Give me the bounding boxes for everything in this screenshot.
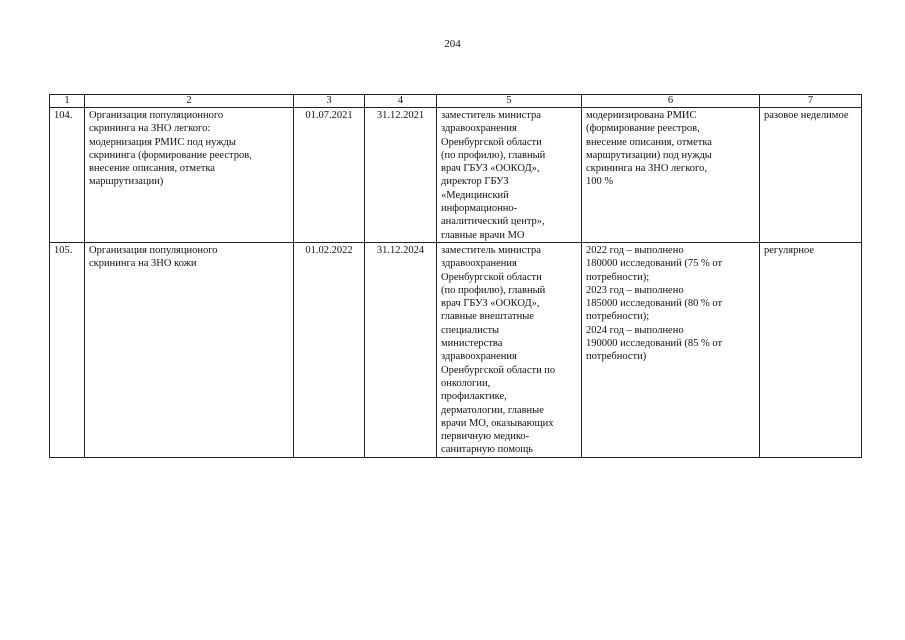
table-header-row [50,95,862,108]
row-number: 105. [50,242,85,457]
cell-text-line: профилактике, [441,391,507,403]
header-cell: 4 [365,95,437,108]
header-cell: 6 [582,95,760,108]
responsible-persons [437,108,582,243]
activity-character: разовое неделимое [760,108,862,243]
cell-text-line: внесение описания, отметка [89,163,215,175]
cell-text-line: аналитический центр», [441,216,545,228]
cell-text-line: информационно- [441,203,518,215]
activity-name [85,108,294,243]
cell-text-line: 185000 исследований (80 % от [586,298,723,310]
cell-text-line: (по профилю), главный [441,149,546,161]
cell-text-line: врач ГБУЗ «ООКОД», [441,298,540,310]
cell-text-line: 180000 исследований (75 % от [586,258,723,270]
start-date: 01.07.2021 [294,108,365,243]
cell-text-line: 190000 исследований (85 % от [586,338,723,350]
cell-text-line: 2024 год – выполнено [586,324,684,336]
row-number: 104. [50,108,85,243]
expected-result [582,108,760,243]
activities-table [49,94,862,458]
activity-name [85,242,294,457]
cell-text-line: модернизирована РМИС [586,110,697,121]
cell-text-line: главные внештатные [441,311,534,323]
cell-text-line: Оренбургской области [441,136,542,148]
cell-text-line: заместитель министра [441,244,541,256]
cell-text-line: (по профилю), главный [441,284,546,296]
cell-text-line: специалисты [441,324,500,336]
header-cell: 3 [294,95,365,108]
cell-text-line: скрининга на ЗНО легкого: [89,123,211,135]
cell-text-line: врачи МО, оказывающих [441,417,554,429]
cell-text-line: первичную медико- [441,431,530,443]
header-cell: 2 [85,95,294,108]
cell-text-line: модернизация РМИС под нужды [89,136,236,148]
cell-text-line: скрининга на ЗНО кожи [89,258,197,270]
cell-text-line: 2022 год – выполнено [586,244,684,256]
cell-text-line: маршрутизации) под нужды [586,149,712,161]
cell-text-line: маршрутизации) [89,176,164,188]
responsible-persons [437,242,582,457]
cell-text-line: врач ГБУЗ «ООКОД», [441,163,540,175]
cell-text-line: «Медицинский [441,189,509,201]
cell-text-line: Оренбургской области [441,271,542,283]
header-cell: 1 [50,95,85,108]
cell-text-line: 100 % [586,176,614,188]
cell-text-line: Оренбургской области по [441,364,556,376]
cell-text-line: главные врачи МО [441,229,525,241]
header-cell: 5 [437,95,582,108]
page-number: 204 [444,38,461,50]
cell-text-line: Организация популяционного [89,110,224,121]
cell-text-line: скрининга (формирование реестров, [89,149,252,161]
end-date: 31.12.2021 [365,108,437,243]
cell-text-line: здравоохранения [441,123,517,135]
table-row [50,242,862,457]
cell-text-line: потребности); [586,311,650,323]
cell-text-line: дерматологии, главные [441,404,544,416]
cell-text-line: потребности) [586,351,647,363]
cell-text-line: санитарную помощь [441,444,534,456]
cell-text-line: скрининга на ЗНО легкого, [586,163,707,175]
cell-text-line: здравоохранения [441,258,517,270]
start-date: 01.02.2022 [294,242,365,457]
cell-text-line: онкологии, [441,377,491,389]
cell-text-line: министерства [441,338,503,350]
cell-text-line: директор ГБУЗ [441,176,509,188]
cell-text-line: внесение описания, отметка [586,136,712,148]
table-row [50,108,862,243]
cell-text-line: здравоохранения [441,351,517,363]
end-date: 31.12.2024 [365,242,437,457]
cell-text-line: потребности); [586,271,650,283]
cell-text-line: Организация популяционого [89,244,218,256]
header-cell: 7 [760,95,862,108]
cell-text-line: 2023 год – выполнено [586,284,684,296]
activity-character: регулярное [760,242,862,457]
cell-text-line: заместитель министра [441,110,541,121]
expected-result [582,242,760,457]
cell-text-line: (формирование реестров, [586,123,700,135]
